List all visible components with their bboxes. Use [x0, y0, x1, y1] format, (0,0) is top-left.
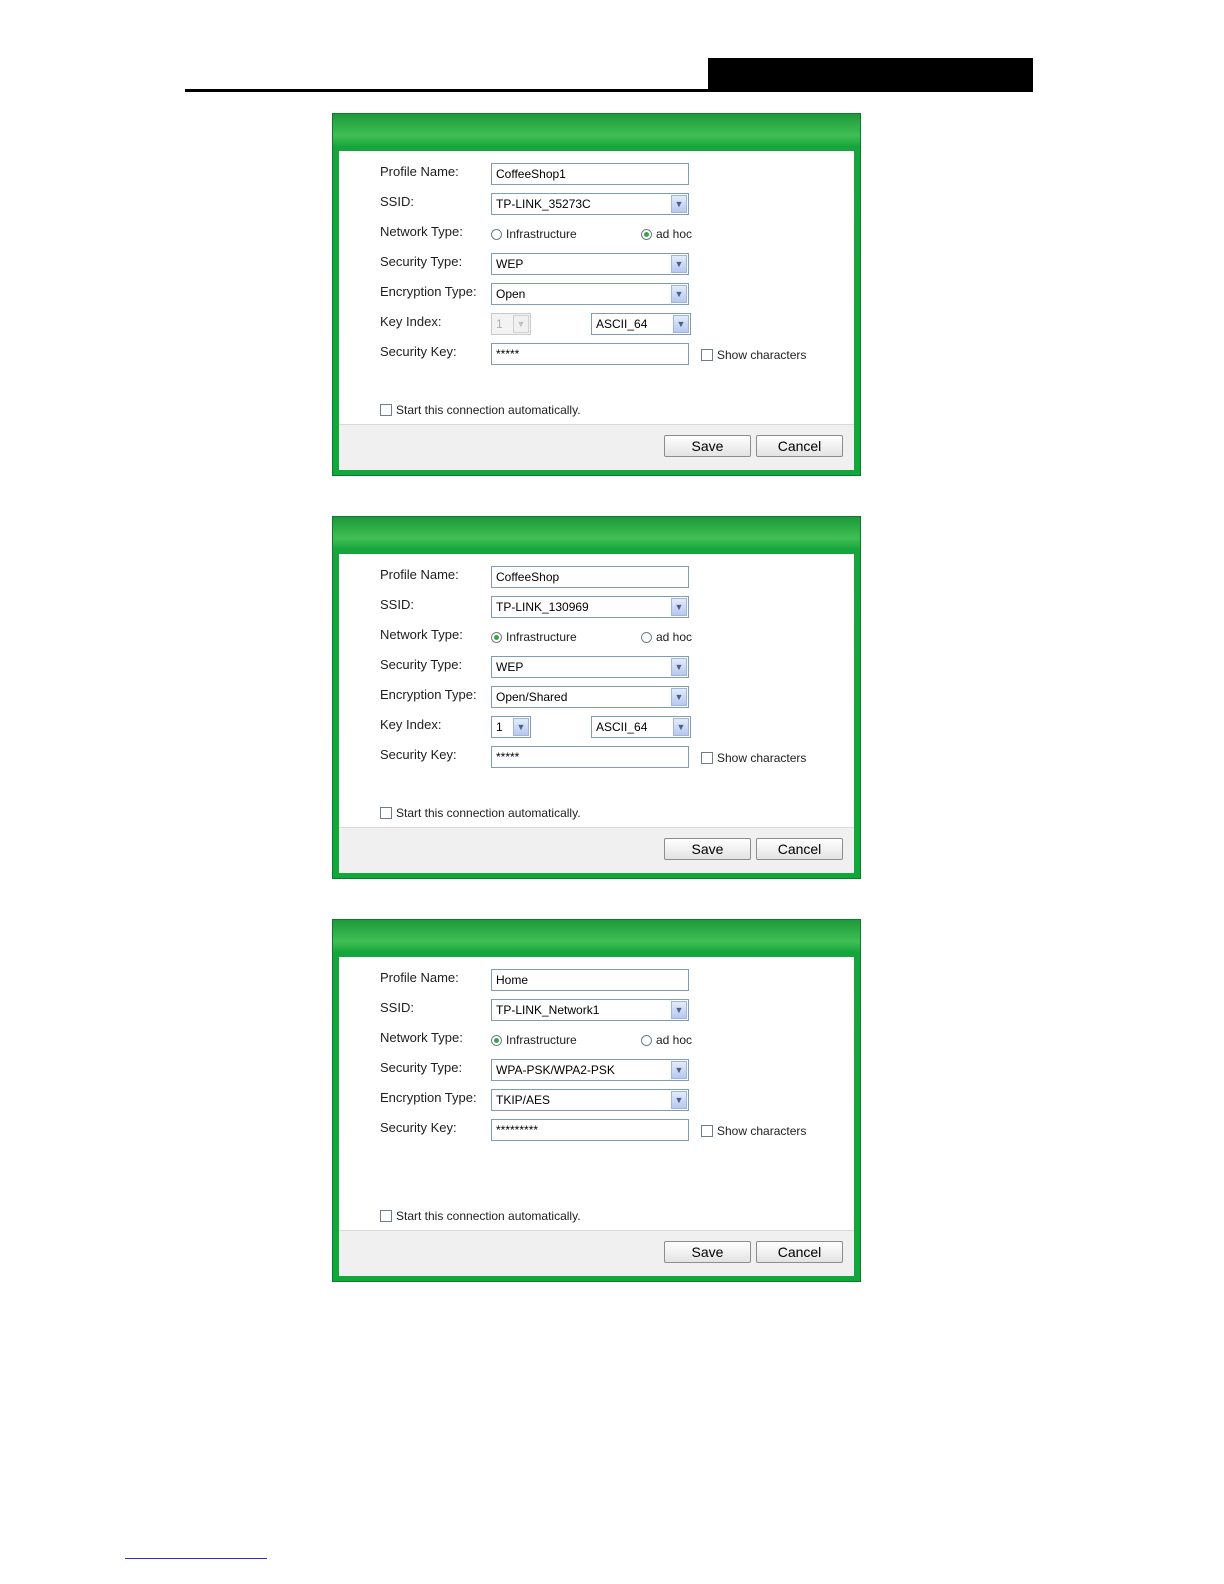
key-format-select[interactable]: ASCII_64 ▼ — [591, 716, 691, 738]
dialog-panel — [339, 554, 854, 872]
radio-icon — [641, 1035, 652, 1046]
radio-adhoc[interactable]: ad hoc — [641, 630, 692, 644]
radio-infrastructure[interactable]: Infrastructure — [491, 630, 577, 644]
ssid-select[interactable]: TP-LINK_Network1 ▼ — [491, 999, 689, 1021]
cancel-button[interactable]: Cancel — [756, 435, 843, 457]
ssid-label: SSID: — [380, 1000, 414, 1015]
checkbox-icon — [380, 404, 392, 416]
checkbox-icon — [380, 807, 392, 819]
encryption-type-label: Encryption Type: — [380, 284, 477, 299]
auto-start-checkbox[interactable]: Start this connection automatically. — [380, 403, 581, 417]
radio-infrastructure[interactable]: Infrastructure — [491, 227, 577, 241]
security-key-label: Security Key: — [380, 344, 457, 359]
encryption-type-label: Encryption Type: — [380, 687, 477, 702]
chevron-down-icon: ▼ — [671, 598, 687, 616]
network-type-label: Network Type: — [380, 627, 463, 642]
profile-dialog-1 — [332, 113, 861, 476]
security-type-select[interactable]: WEP ▼ — [491, 253, 689, 275]
dialog-panel — [339, 957, 854, 1275]
checkbox-icon — [701, 349, 713, 361]
cancel-button[interactable]: Cancel — [756, 1241, 843, 1263]
radio-infrastructure[interactable]: Infrastructure — [491, 1033, 577, 1047]
security-type-select[interactable]: WPA-PSK/WPA2-PSK ▼ — [491, 1059, 689, 1081]
security-key-label: Security Key: — [380, 1120, 457, 1135]
chevron-down-icon: ▼ — [671, 658, 687, 676]
key-format-select[interactable]: ASCII_64 ▼ — [591, 313, 691, 335]
save-button[interactable]: Save — [664, 838, 751, 860]
encryption-type-select[interactable]: TKIP/AES ▼ — [491, 1089, 689, 1111]
checkbox-icon — [380, 1210, 392, 1222]
dialog-footer — [339, 424, 854, 470]
key-index-select[interactable]: 1 ▼ — [491, 716, 531, 738]
dialog-panel — [339, 151, 854, 469]
profile-name-input[interactable]: CoffeeShop1 — [491, 163, 689, 185]
dialog-footer — [339, 827, 854, 873]
radio-selected-icon — [491, 1035, 502, 1046]
encryption-type-label: Encryption Type: — [380, 1090, 477, 1105]
auto-start-checkbox[interactable]: Start this connection automatically. — [380, 1209, 581, 1223]
chevron-down-icon: ▼ — [671, 1001, 687, 1019]
show-characters-checkbox[interactable]: Show characters — [701, 348, 806, 362]
encryption-type-select[interactable]: Open ▼ — [491, 283, 689, 305]
cancel-button[interactable]: Cancel — [756, 838, 843, 860]
profile-name-input[interactable]: Home — [491, 969, 689, 991]
network-type-label: Network Type: — [380, 224, 463, 239]
chevron-down-icon: ▼ — [671, 688, 687, 706]
header-block — [708, 58, 1033, 92]
ssid-label: SSID: — [380, 194, 414, 209]
auto-start-checkbox[interactable]: Start this connection automatically. — [380, 806, 581, 820]
chevron-down-icon: ▼ — [513, 315, 529, 333]
radio-selected-icon — [491, 632, 502, 643]
radio-adhoc[interactable]: ad hoc — [641, 227, 692, 241]
checkbox-icon — [701, 752, 713, 764]
key-index-label: Key Index: — [380, 717, 442, 732]
profile-dialog-3 — [332, 919, 861, 1282]
save-button[interactable]: Save — [664, 1241, 751, 1263]
security-type-label: Security Type: — [380, 254, 463, 269]
security-type-select[interactable]: WEP ▼ — [491, 656, 689, 678]
security-key-input[interactable]: ***** — [491, 746, 689, 768]
chevron-down-icon: ▼ — [671, 1061, 687, 1079]
security-key-input[interactable]: ********* — [491, 1119, 689, 1141]
chevron-down-icon: ▼ — [513, 718, 529, 736]
chevron-down-icon: ▼ — [671, 285, 687, 303]
radio-adhoc[interactable]: ad hoc — [641, 1033, 692, 1047]
network-type-label: Network Type: — [380, 1030, 463, 1045]
footer-rule — [125, 1558, 267, 1559]
security-type-label: Security Type: — [380, 657, 463, 672]
profile-name-label: Profile Name: — [380, 164, 459, 179]
checkbox-icon — [701, 1125, 713, 1137]
security-key-label: Security Key: — [380, 747, 457, 762]
key-index-select: 1 ▼ — [491, 313, 531, 335]
chevron-down-icon: ▼ — [671, 195, 687, 213]
profile-name-label: Profile Name: — [380, 970, 459, 985]
radio-selected-icon — [641, 229, 652, 240]
show-characters-checkbox[interactable]: Show characters — [701, 1124, 806, 1138]
radio-icon — [641, 632, 652, 643]
chevron-down-icon: ▼ — [673, 718, 689, 736]
chevron-down-icon: ▼ — [671, 255, 687, 273]
encryption-type-select[interactable]: Open/Shared ▼ — [491, 686, 689, 708]
ssid-select[interactable]: TP-LINK_35273C ▼ — [491, 193, 689, 215]
profile-dialog-2 — [332, 516, 861, 879]
chevron-down-icon: ▼ — [673, 315, 689, 333]
header-rule — [185, 89, 1033, 92]
profile-name-label: Profile Name: — [380, 567, 459, 582]
profile-name-input[interactable]: CoffeeShop — [491, 566, 689, 588]
ssid-select[interactable]: TP-LINK_130969 ▼ — [491, 596, 689, 618]
dialog-footer — [339, 1230, 854, 1276]
chevron-down-icon: ▼ — [671, 1091, 687, 1109]
key-index-label: Key Index: — [380, 314, 442, 329]
security-key-input[interactable]: ***** — [491, 343, 689, 365]
radio-icon — [491, 229, 502, 240]
security-type-label: Security Type: — [380, 1060, 463, 1075]
ssid-label: SSID: — [380, 597, 414, 612]
save-button[interactable]: Save — [664, 435, 751, 457]
show-characters-checkbox[interactable]: Show characters — [701, 751, 806, 765]
